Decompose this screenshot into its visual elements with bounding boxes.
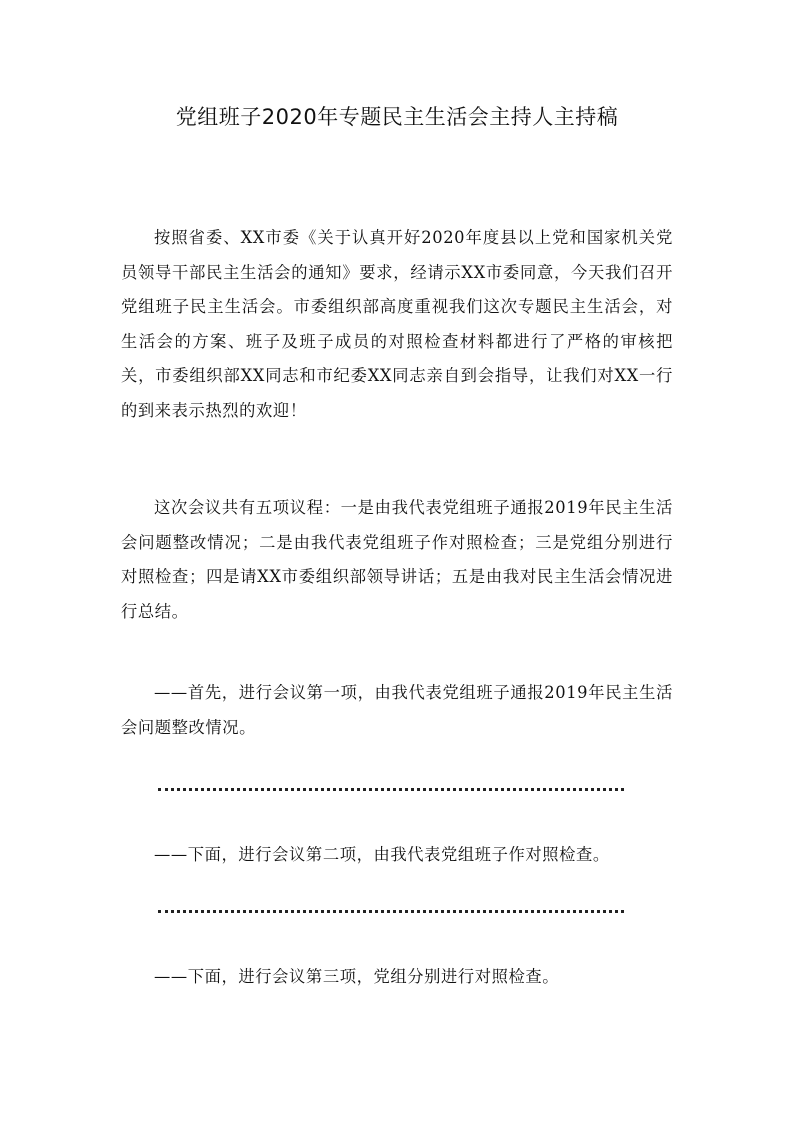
paragraph-item-one: ——首先，进行会议第一项，由我代表党组班子通报2019年民主生活会问题整改情况。: [121, 683, 673, 737]
paragraph-item-three: ——下面，进行会议第三项，党组分别进行对照检查。: [154, 967, 560, 986]
paragraph-agenda: 这次会议共有五项议程：一是由我代表党组班子通报2019年民主生活会问题整改情况；二是由我代表党组班子作对照检查；三是党组分别进行对照检查；四是请XX市委组织部领导讲话；五是由我对民主生活会情况进行总结。: [121, 498, 673, 621]
paragraph-opening: 按照省委、XX市委《关于认真开好2020年度县以上党和国家机关党员领导干部民主生活会的通知》要求，经请示XX市委同意，今天我们召开党组班子民主生活会。市委组织部高度重视我们这次专题民主生活会，对生活会的方案、班子及班子成员的对照检查材料都进行了严格的审核把关，市委组织部XX同志和市纪委XX同志亲自到会指导，让我们对XX一行的到来表示热烈的欢迎！: [121, 228, 673, 420]
ellipsis-divider: [158, 788, 624, 791]
paragraph-item-two: ——下面，进行会议第二项，由我代表党组班子作对照检查。: [154, 845, 610, 864]
document-title: 党组班子2020年专题民主生活会主持人主持稿: [175, 105, 619, 129]
ellipsis-divider: [158, 910, 624, 913]
